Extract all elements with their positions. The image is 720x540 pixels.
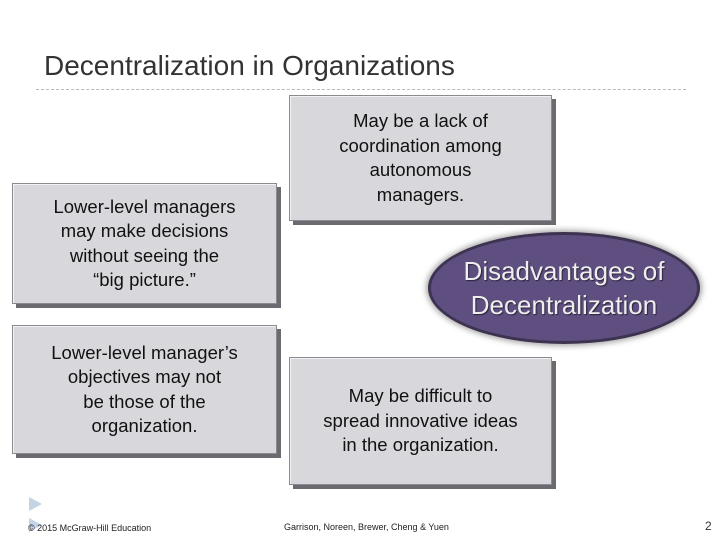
disadvantage-box-objectives xyxy=(12,325,277,454)
disadvantage-text-big-picture: Lower-level managers may make decisions without seeing the “big picture.” xyxy=(53,195,236,290)
title-divider xyxy=(36,89,686,90)
disadvantage-box-coordination xyxy=(289,95,552,221)
nav-triangle-icons xyxy=(28,496,44,540)
footer-copyright: © 2015 McGraw-Hill Education xyxy=(28,523,152,533)
disadvantage-text-coordination: May be a lack of coordination among autonomous managers. xyxy=(339,110,502,205)
disadvantage-text-innovation: May be difficult to spread innovative ideas in the organization. xyxy=(323,385,518,456)
disadvantage-box-big-picture xyxy=(12,183,277,304)
nav-triangle-up-icon xyxy=(29,497,42,511)
center-label: Disadvantages of Decentralization xyxy=(463,256,665,320)
disadvantage-text-objectives: Lower-level manager’s objectives may not be those of the organization. xyxy=(51,341,238,436)
slide-title: Decentralization in Organizations xyxy=(44,50,455,81)
disadvantage-box-innovation xyxy=(289,357,552,485)
footer-authors: Garrison, Noreen, Brewer, Cheng & Yuen xyxy=(284,522,449,532)
page-number: 2 xyxy=(705,519,712,533)
center-ellipse xyxy=(428,232,700,344)
